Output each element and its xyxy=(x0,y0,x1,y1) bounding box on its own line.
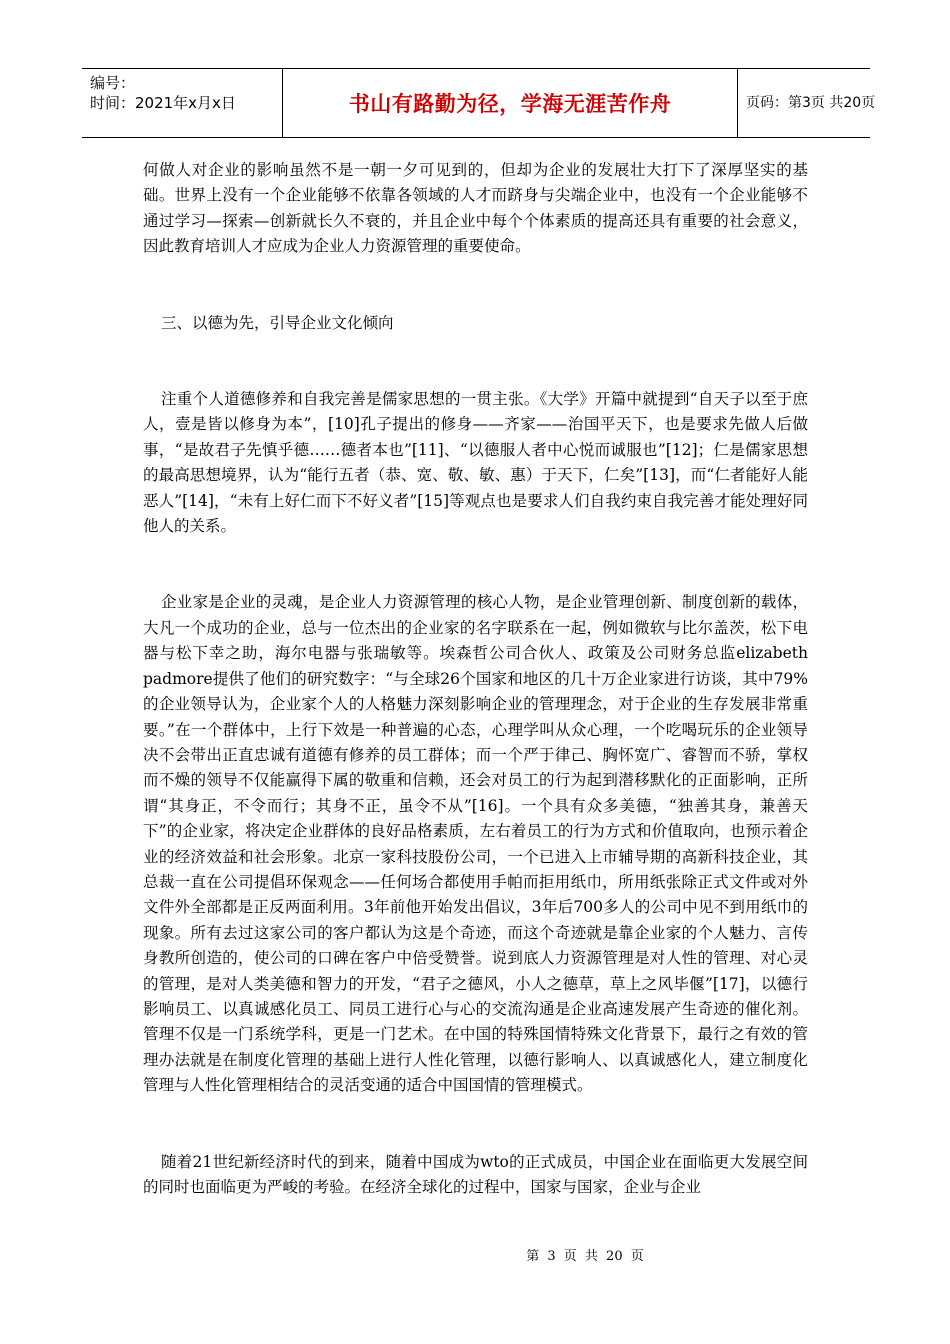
header-meta xyxy=(90,73,236,113)
time-label: 时间：2021年x月x日 xyxy=(90,94,236,112)
paragraph-2: 注重个人道德修养和自我完善是儒家思想的一贯主张。《大学》开篇中就提到“自天子以至于庶人，壹是皆以修身为本”，[10]孔子提出的修身——齐家——治国平天下，也是要求先做人后做事，“是故君子先慎乎德……德者本也”[11]、“以德服人者中心悦而诚服也”[12]；仁是儒家思想的最高思想境界，认为“能行五者（恭、宽、敬、敏、惠）于天下，仁矣”[13]，而“仁者能好人能恶人”[14]，“未有上好仁而下不好义者”[15]等观点也是要求人们自我约束自我完善才能处理好同他人的关系。 xyxy=(143,390,808,536)
serial-number-label: 编号： xyxy=(90,74,136,92)
header-page-info: 页码：第3页 共20页 xyxy=(746,95,876,111)
paragraph-4: 随着21世纪新经济时代的到来，随着中国成为wto的正式成员，中国企业在面临更大发展空间的同时也面临更为严峻的考验。在经济全球化的过程中，国家与国家，企业与企业 xyxy=(143,1152,808,1196)
section-heading-3: 三、以德为先，引导企业文化倾向 xyxy=(161,313,394,332)
page-footer: 第 3 页 共 20 页 xyxy=(526,1249,644,1264)
paragraph-3: 企业家是企业的灵魂，是企业人力资源管理的核心人物，是企业管理创新、制度创新的载体，大凡一个成功的企业，总与一位杰出的企业家的名字联系在一起，例如微软与比尔盖茨，松下电器与松下幸之助，海尔电器与张瑞敏等。埃森哲公司合伙人、政策及公司财务总监elizabeth padmore提供了他们的研究数字：“与全球26个国家和地区的几十万企业家进行访谈，其中79%的企业领导认为，企业家个人的人格魅力深刻影响企业的管理理念，对于企业的生存发展非常重要。”在一个群体中，上行下效是一种普遍的心态，心理学叫从众心理，一个吃喝玩乐的企业领导决不会带出正直忠诚有道德有修养的员工群体；而一个严于律己、胸怀宽广、睿智而不骄，掌权而不燥的领导不仅能赢得下属的敬重和信赖，还会对员工的行为起到潜移默化的正面影响，正所谓“其身正，不令而行；其身不正，虽令不从”[16]。一个具有众多美德，“独善其身，兼善天下”的企业家，将决定企业群体的良好品格素质，左右着员工的行为方式和价值取向，也预示着企业的经济效益和社会形象。北京一家科技股份公司，一个已进入上市辅导期的高新科技企业，其总裁一直在公司提倡环保观念——任何场合都使用手帕而拒用纸巾，所用纸张除正式文件或对外文件外全部都是正反两面利用。3年前他开始发出倡议，3年后700多人的公司中见不到用纸巾的现象。所有去过这家公司的客户都认为这是个奇迹，而这个奇迹就是靠企业家的个人魅力、言传身教所创造的，使公司的口碑在客户中倍受赞誉。说到底人力资源管理是对人性的管理、对心灵的管理，是对人类美德和智力的开发，“君子之德风，小人之德草，草上之风毕偃”[17]，以德行影响员工、以真诚感化员工、同员工进行心与心的交流沟通是企业高速发展产生奇迹的催化剂。管理不仅是一门系统学科，更是一门艺术。在中国的特殊国情特殊文化背景下，最行之有效的管理办法就是在制度化管理的基础上进行人性化管理，以德行影响人、以真诚感化人，建立制度化管理与人性化管理相结合的灵活变通的适合中国国情的管理模式。 xyxy=(143,593,808,1095)
paragraph-1: 何做人对企业的影响虽然不是一朝一夕可见到的，但却为企业的发展壮大打下了深厚坚实的基础。世界上没有一个企业能够不依靠各领域的人才而跻身与尖端企业中，也没有一个企业能够不通过学习—探索—创新就长久不衰的，并且企业中每个个体素质的提高还具有重要的社会意义，因此教育培训人才应成为企业人力资源管理的重要使命。 xyxy=(143,161,808,256)
document-body xyxy=(143,158,808,1200)
header-motto: 书山有路勤为径，学海无涯苦作舟 xyxy=(282,69,738,137)
page-header xyxy=(82,68,876,138)
